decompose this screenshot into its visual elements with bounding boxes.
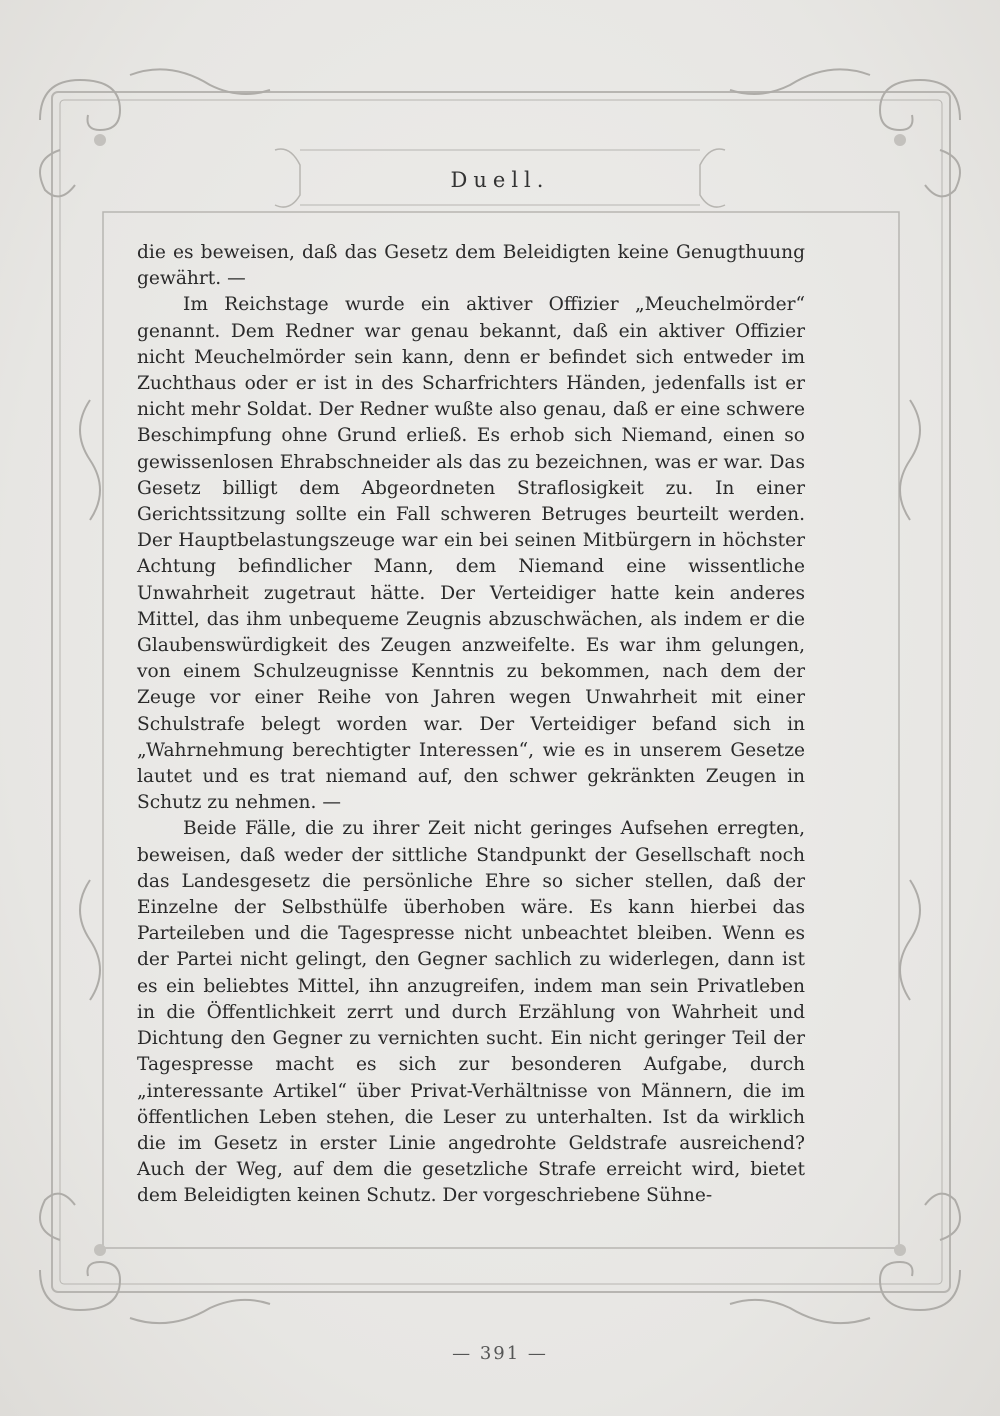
paragraph: Beide Fälle, die zu ihrer Zeit nicht geringes Aufsehen erregten, beweisen, daß weder der sittliche Standpunkt der Gesellschaft noch das Landesgesetz die persönliche Ehre so sicher stellen, daß der Einzelne der Selbsthülfe überhoben wäre. Es kann hierbei das Parteileben und die Tagespresse nicht unbeachtet bleiben. Wenn es der Partei nicht gelingt, den Gegner sachlich zu widerlegen, dann ist es ein beliebtes Mittel, ihn anzugreifen, indem man sein Privatleben in die Öffentlichkeit zerrt und durch Erzählung von Wahrheit und Dichtung den Gegner zu vernichten sucht. Ein nicht geringer Teil der Tagespresse macht es sich zur besonderen Aufgabe, durch „interessante Artikel“ über Privat-Verhältnisse von Männern, die im öffentlichen Leben stehen, die Leser zu unterhalten. Ist da wirklich die im Gesetz in erster Linie angedrohte Geldstrafe ausreichend? Auch der Weg, auf dem die gesetzliche Strafe erreicht wird, bietet dem Beleidigten keinen Schutz. Der vorgeschriebene Sühne- bbox=[137, 818, 805, 1207]
page-number: — 391 — bbox=[452, 1343, 548, 1364]
paragraph: die es beweisen, daß das Gesetz dem Beleidigten keine Genugthuung gewährt. — bbox=[137, 242, 805, 290]
body-text bbox=[137, 240, 805, 1210]
page-heading: Duell. bbox=[450, 168, 550, 192]
paragraph: Im Reichstage wurde ein aktiver Offizier „Meuchelmörder“ genannt. Dem Redner war genau bekannt, daß ein aktiver Offizier nicht Meuchelmörder sein kann, denn er befindet sich entweder im Zuchthaus oder er ist in des Scharfrichters Händen, jedenfalls ist er nicht mehr Soldat. Der Redner wußte also genau, daß er eine schwere Beschimpfung ohne Grund erließ. Es erhob sich Niemand, einen so gewissenlosen Ehrabschneider als das zu bezeichnen, was er war. Das Gesetz billigt dem Abgeordneten Straflosigkeit zu. In einer Gerichtssitzung sollte ein Fall schweren Betruges beurteilt werden. Der Hauptbelastungszeuge war ein bei seinen Mitbürgern in höchster Achtung befindlicher Mann, dem Niemand eine wissentliche Unwahrheit zugetraut hätte. Der Verteidiger hatte kein anderes Mittel, das ihm unbequeme Zeugnis abzuschwächen, als indem er die Glaubenswürdigkeit des Zeugen anzweifelte. Es war ihm gelungen, von einem Schulzeugnisse Kenntnis zu bekommen, nach dem der Zeuge vor einer Reihe von Jahren wegen Unwahrheit mit einer Schulstrafe belegt worden war. Der Verteidiger befand sich in „Wahrnehmung berechtigter Interessen“, wie es in unserem Gesetze lautet und es trat niemand auf, den schwer gekränkten Zeugen in Schutz zu nehmen. — bbox=[137, 294, 805, 814]
